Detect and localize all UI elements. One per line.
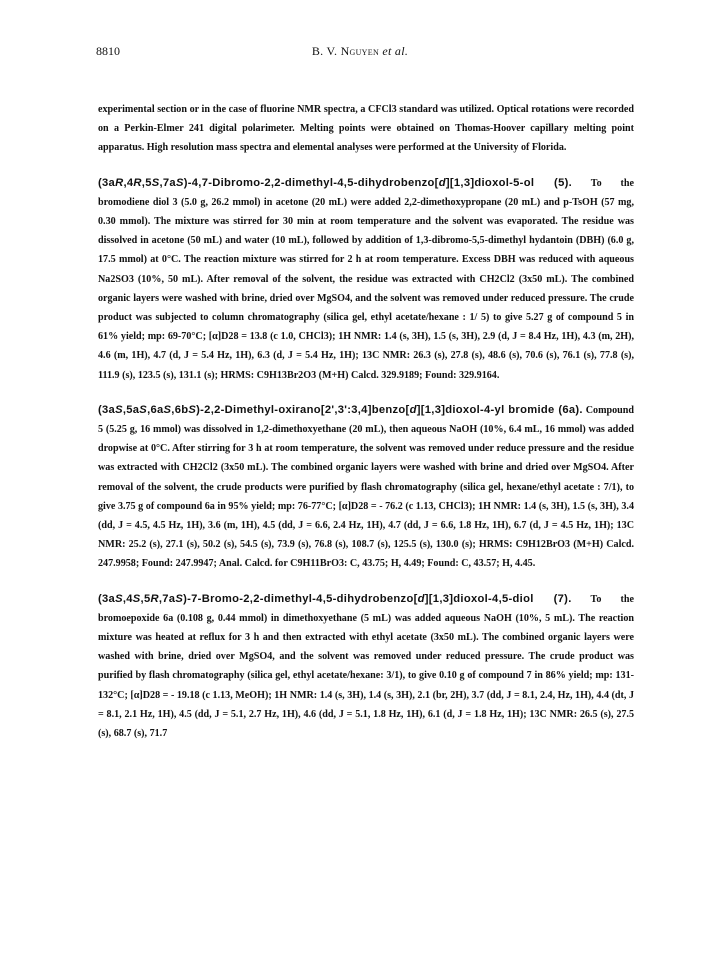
- author-initials: B. V.: [311, 44, 338, 58]
- author-surname: Nguyen: [340, 44, 380, 58]
- compound-7-text: To the bromoepoxide 6a (0.108 g, 0.44 mmol) in dimethoxyethane (5 mL) was added aqueous NaOH (10%, 5 mL). The reaction mixture was heated at reflux for 3 h and then extracted with ethyl acetate (3x50 mL). The combined organic layers were washed with brine, dried over MgSO4, and the solvent was removed under reduced pressure. The crude product was purified by flash chromatography (silica gel, ethyl acetate/hexane: 3/1), to give 0.10 g of compound 7 in 86% yield; mp: 131-132°C; [α]D28 = - 19.18 (c 1.13, MeOH); 1H NMR: 1.4 (s, 3H), 1.4 (s, 3H), 2.1 (br, 2H), 3.7 (dd, J = 8.1, 2.4, Hz, 1H), 4.4 (dt, J = 8.1, 2.1 Hz, 1H), 4.5 (dd, J = 5.1, 2.7 Hz, 1H), 4.6 (dd, J = 5.1, 1.8 Hz, 1H), 6.1 (d, J = 1.8 Hz, 1H); 13C NMR: 26.5 (s), 27.5 (s), 68.7 (s), 71.7: [98, 593, 634, 740]
- running-author: [96, 44, 624, 59]
- compound-5-heading: (3aR,4R,5S,7aS)-4,7-Dibromo-2,2-dimethyl-4,5-dihydrobenzo[d][1,3]dioxol-5-ol (5).: [98, 176, 573, 189]
- procedure-compound-7: [98, 590, 634, 744]
- author-suffix: et al.: [382, 44, 409, 58]
- procedure-compound-5: [98, 174, 634, 385]
- procedure-compound-6a: [98, 401, 634, 574]
- compound-7-heading: (3aS,4S,5R,7aS)-7-Bromo-2,2-dimethyl-4,5-dihydrobenzo[d][1,3]dioxol-4,5-diol (7).: [98, 592, 572, 605]
- compound-6a-text: Compound 5 (5.25 g, 16 mmol) was dissolved in 1,2-dimethoxyethane (20 mL), then aqueous NaOH (10%, 6.4 mL, 16 mmol) was added dropwise at 0°C. After stirring for 3 h at room temperature, the solvent was removed under reduce pressure and the residue was extracted with CH2Cl2 (3x50 mL). The combined organic layers were washed with brine and dried over MgSO4. After removal of the solvent, the crude products were purified by flash chromatography (silica gel, hexane/ethyl acetate : 7/1), to give 3.75 g of compound 6a in 95% yield; mp: 76-77°C; [α]D28 = - 76.2 (c 1.13, CHCl3); 1H NMR: 1.4 (s, 3H), 1.5 (s, 3H), 3.4 (dd, J = 4.5, 4.5 Hz, 1H), 3.6 (m, 1H), 4.5 (dd, J = 6.6, 2.4 Hz, 1H), 4.7 (dd, J = 6.6, 1.8 Hz, 1H), 6.7 (d, J = 4.5 Hz, 1H); 13C NMR: 25.2 (s), 27.1 (s), 50.2 (s), 54.5 (s), 73.9 (s), 76.8 (s), 108.7 (s), 125.5 (s), 130.0 (s); HRMS: C9H12BrO3 (M+H) Calcd. 247.9958; Found: 247.9947; Anal. Calcd. for C9H11BrO3: C, 43.75; H, 4.49; Found: C, 43.57; H, 4.45.: [98, 404, 634, 570]
- intro-paragraph: experimental section or in the case of fluorine NMR spectra, a CFCl3 standard was utilized. Optical rotations were recorded on a Perkin-Elmer 241 digital polarimeter. Melting points were obtained on Thomas-Hoover capillary melting point apparatus. High resolution mass spectra and elemental analyses were performed at the University of Florida.: [98, 104, 634, 154]
- running-header: [96, 44, 624, 64]
- article-body: [98, 100, 634, 743]
- page-number: 8810: [96, 44, 120, 58]
- compound-6a-heading: (3aS,5aS,6aS,6bS)-2,2-Dimethyl-oxirano[2',3':3,4]benzo[d][1,3]dioxol-4-yl bromide (6a).: [98, 403, 583, 416]
- compound-5-text: To the bromodiene diol 3 (5.0 g, 26.2 mmol) in acetone (20 mL) were added 2,2-dimethoxypropane (20 mL) and p-TsOH (57 mg, 0.30 mmol). The mixture was stirred for 30 min at room temperature and the solvent was evaporated. The residue was dissolved in acetone (50 mL) and water (10 mL), followed by addition of 1,3-dibromo-5,5-dimethyl hydantoin (DBH) (6.0 g, 17.5 mmol) at 0°C. The reaction mixture was stirred for 2 h at room temperature. Excess DBH was reduced with aqueous Na2SO3 (10%, 50 mL). After removal of the solvent, the residue was extracted with CH2Cl2 (3x50 mL). The combined organic layers were washed with brine, dried over MgSO4, and the solvent was removed under reduced pressure. The crude product was subjected to column chromatography (silica gel, ethyl acetate/hexane : 1/ 5) to give 5.27 g of compound 5 in 61% yield; mp: 69-70°C; [α]D28 = 13.8 (c 1.0, CHCl3); 1H NMR: 1.4 (s, 3H), 1.5 (s, 3H), 2.9 (d, J = 8.4 Hz, 1H), 4.3 (m, 2H), 4.6 (m, 1H), 4.7 (d, J = 5.4 Hz, 1H), 6.3 (d, J = 5.4 Hz, 1H); 13C NMR: 26.3 (s), 27.8 (s), 48.6 (s), 70.6 (s), 76.1 (s), 77.8 (s), 111.9 (s), 123.5 (s), 131.1 (s); HRMS: C9H13Br2O3 (M+H) Calcd. 329.9189; Found: 329.9164.: [98, 177, 634, 381]
